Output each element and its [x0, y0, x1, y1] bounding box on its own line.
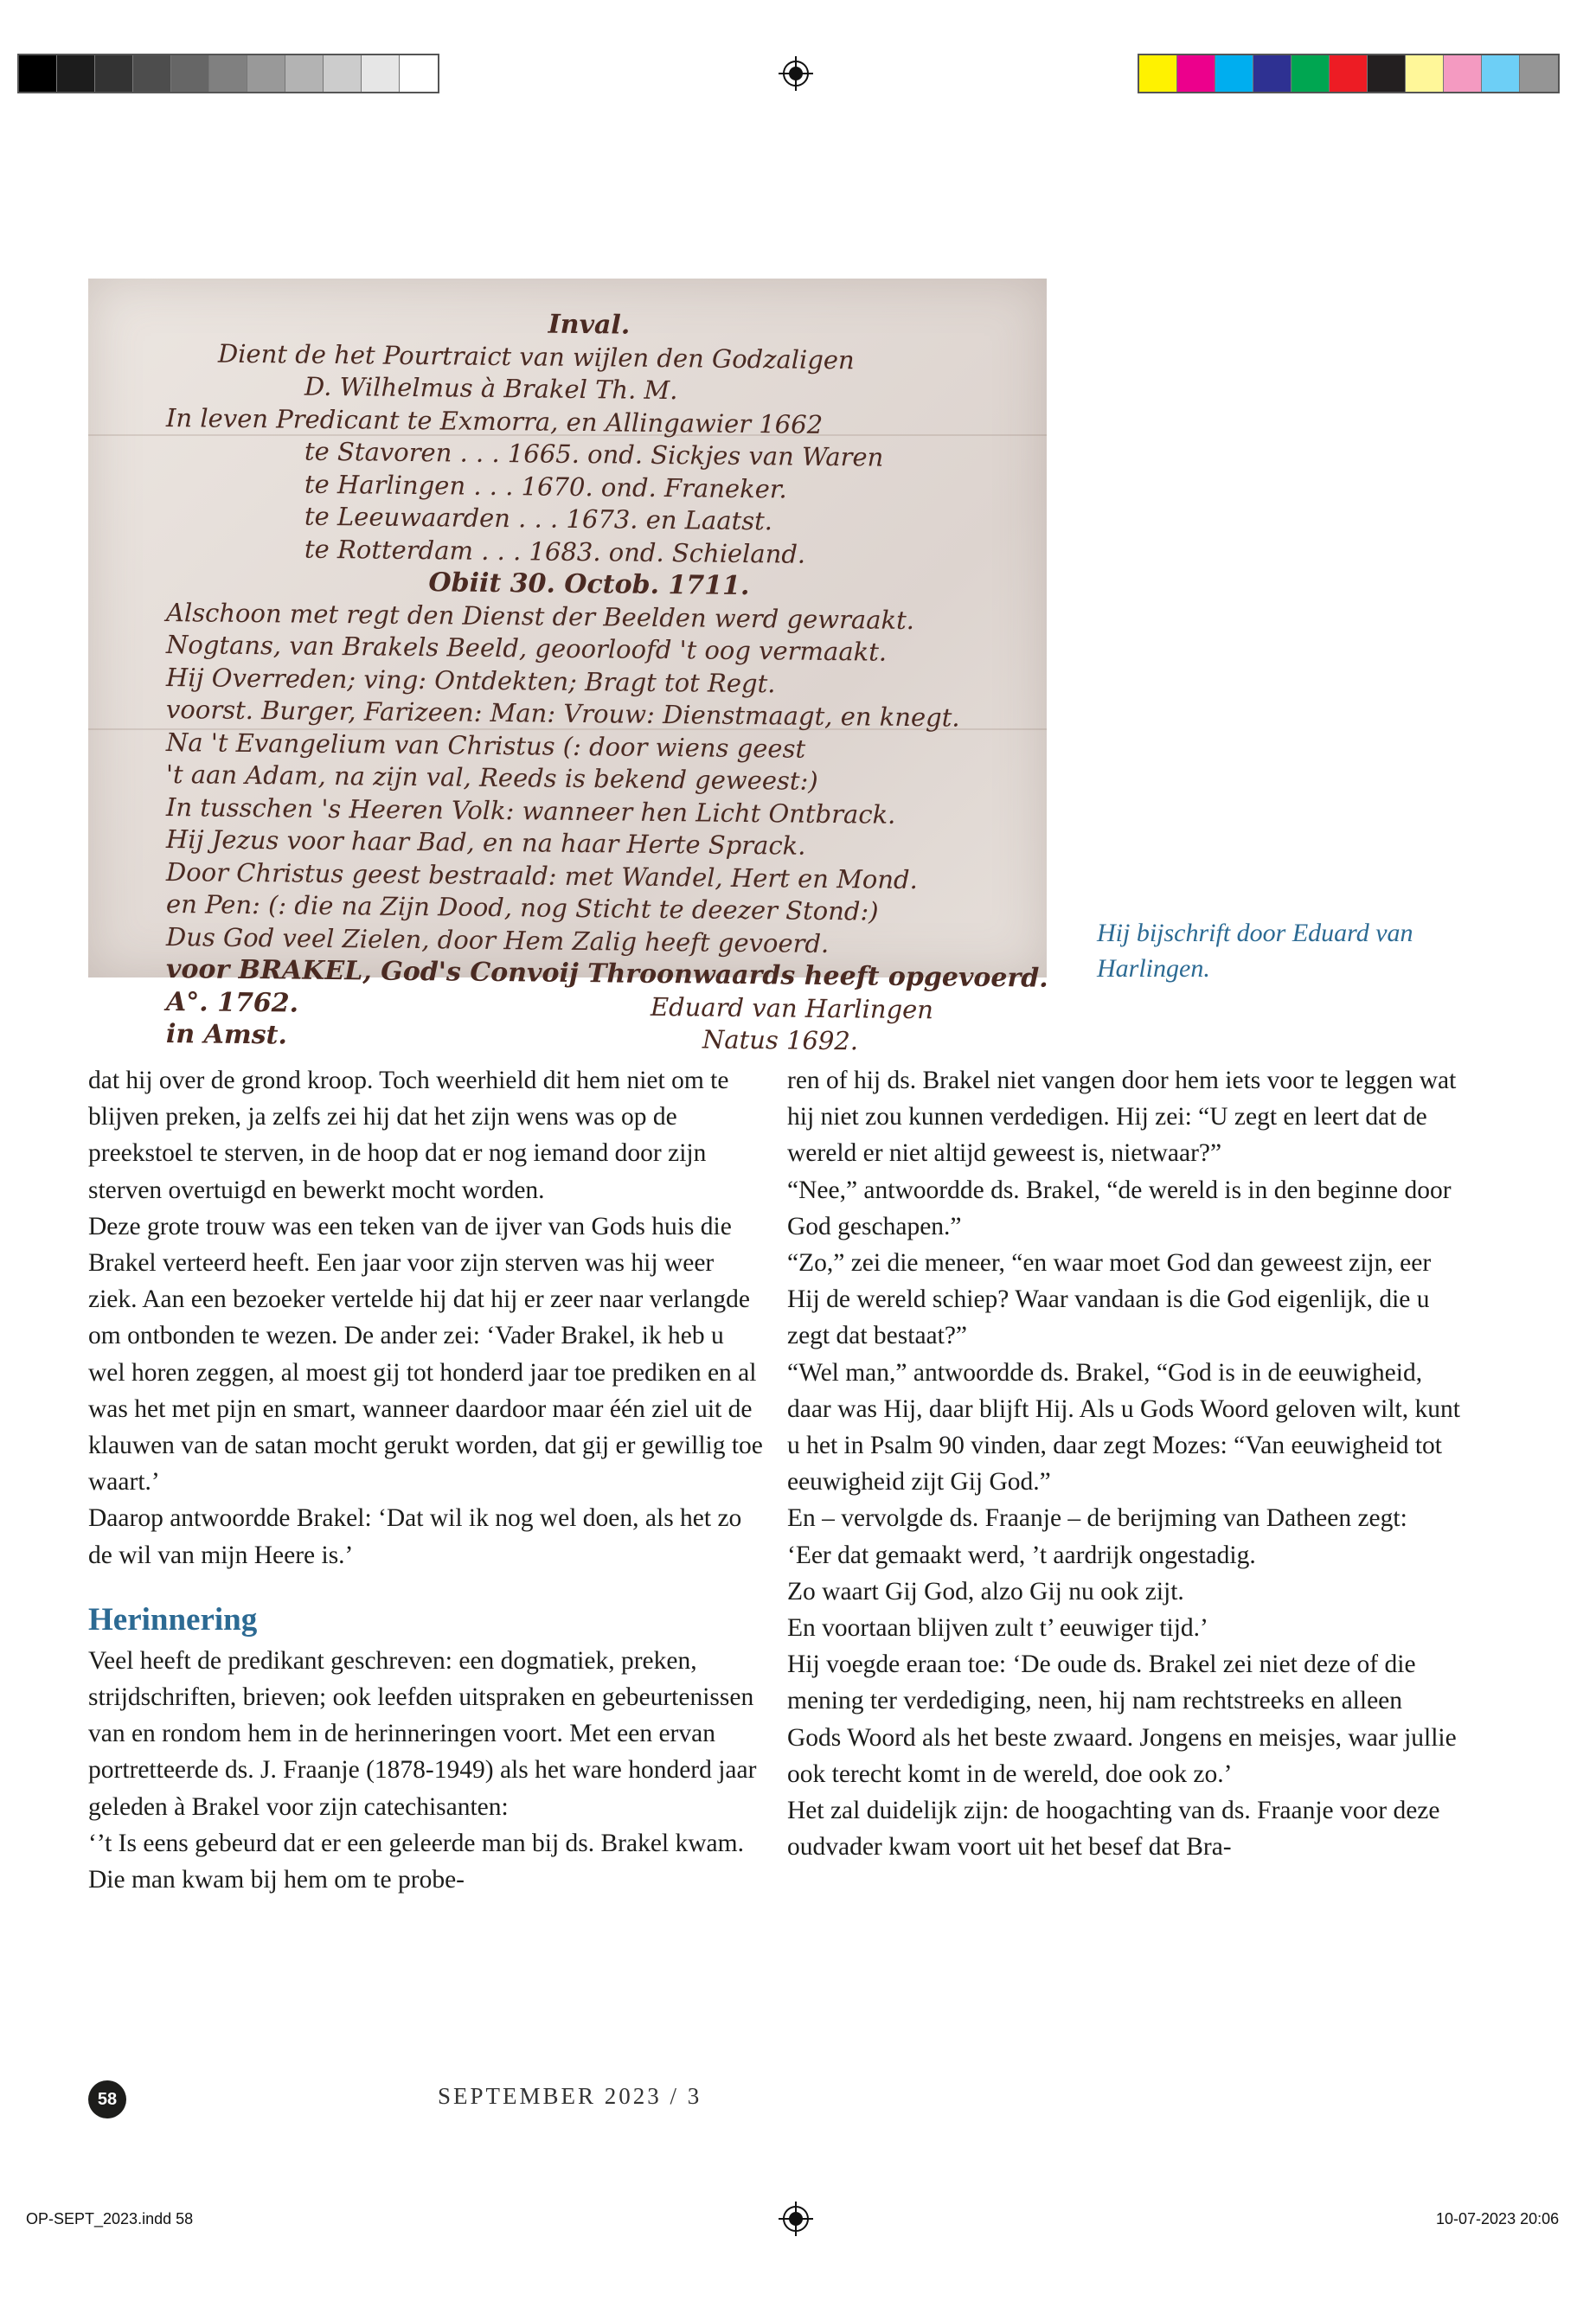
image-caption: Hij bijschrift door Eduard van Harlingen.	[1097, 919, 1413, 983]
grayscale-swatch	[57, 55, 95, 92]
manuscript-line: te Rotterdam . . . 1683. ond. Schieland.	[304, 534, 806, 569]
registration-mark-icon	[779, 2202, 813, 2236]
manuscript-line: 't aan Adam, na zijn val, Reeds is bekend geweest:)	[165, 760, 818, 796]
manuscript-photo	[88, 279, 1048, 1056]
process-color-swatch	[1520, 55, 1558, 92]
paragraph: Deze grote trouw was een teken van de ijver van Gods huis die Brakel verteerd heeft. Een jaar voor zijn sterven was hij weer ziek. Aan een bezoeker vertelde hij dat hij er zeer naar verlangde om ontbonden te wezen. De ander zei: ‘Vader Brakel, ik heb u wel horen zeggen, al moest gij tot honderd jaar toe prediken en al was het met pijn en smart, wanneer daardoor maar één ziel uit de klauwen van de satan mocht gerukt worden, dat gij er gewillig toe waart.’	[88, 1212, 763, 1497]
manuscript-line: Dient de het Pourtraict van wijlen den Godzaligen	[217, 338, 855, 375]
process-color-swatch	[1444, 55, 1482, 92]
manuscript-line: Door Christus geest bestraald: met Wandel, Hert en Mond.	[165, 856, 918, 894]
manuscript-line: in Amst.	[165, 1019, 288, 1051]
paragraph: “Zo,” zei die meneer, “en waar moet God dan geweest zijn, eer Hij de wereld schiep? Waar vandaan is die God eigenlijk, die u zegt dat bestaat?”	[787, 1249, 1432, 1350]
process-color-swatch	[1177, 55, 1215, 92]
manuscript-line: In leven Predicant te Exmorra, en Allingawier 1662	[165, 402, 824, 439]
grayscale-swatch	[362, 55, 400, 92]
manuscript-line: en Pen: (: die na Zijn Dood, nog Sticht te deezer Stond:)	[165, 889, 879, 926]
manuscript-line: te Leeuwaarden . . . 1673. en Laatst.	[304, 501, 773, 536]
registration-mark-icon	[779, 56, 813, 91]
grayscale-swatch	[324, 55, 362, 92]
grayscale-swatch	[285, 55, 324, 92]
paragraph: “Nee,” antwoordde ds. Brakel, “de wereld is in den beginne door God geschapen.”	[787, 1176, 1452, 1240]
manuscript-signature: Eduard van Harlingen	[650, 991, 934, 1024]
grayscale-swatch	[95, 55, 133, 92]
paragraph: Veel heeft de predikant geschreven: een dogmatiek, preken, strijdschriften, brieven; ook leefden uitspraken en gebeurtenissen van en rondom hem in de herinneringen voort. Met een ervan portretteerde ds. J. Fraanje (1878-1949) als het ware honderd jaar geleden à Brakel voor zijn catechisanten:	[88, 1646, 757, 1821]
process-color-swatch	[1253, 55, 1292, 92]
grayscale-color-bar	[17, 54, 439, 93]
article-column-left	[88, 1062, 763, 1898]
manuscript-line: Hij Overreden; ving: Ontdekten; Bragt tot Regt.	[165, 662, 776, 698]
paragraph: ren of hij ds. Brakel niet vangen door hem iets voor te leggen wat hij niet zou kunnen verdedigen. Hij zei: “U zegt en leert dat de wereld er niet altijd geweest is, nietwaar?”	[787, 1067, 1457, 1168]
article-column-right	[787, 1062, 1462, 1865]
print-slug-filename: OP-SEPT_2023.indd 58	[26, 2210, 194, 2227]
manuscript-line: Obiit 30. Octob. 1711.	[428, 567, 750, 602]
paragraph: dat hij over de grond kroop. Toch weerhield dit hem niet om te blijven preken, ja zelfs zei hij dat het zijn wens was op de preekstoel te sterven, in de hoop dat er nog iemand door zijn sterven overtuigd en bewerkt mocht worden.	[88, 1067, 729, 1204]
manuscript-line: Nogtans, van Brakels Beeld, geoorloofd 't oog vermaakt.	[165, 630, 888, 667]
section-heading: Herinnering	[88, 1601, 258, 1638]
manuscript-text	[165, 304, 1048, 1056]
process-color-swatch	[1368, 55, 1406, 92]
manuscript-line: Alschoon met regt den Dienst der Beelden werd gewraakt.	[165, 597, 915, 635]
manuscript-line: Inval.	[548, 309, 631, 341]
grayscale-swatch	[171, 55, 209, 92]
grayscale-swatch	[19, 55, 57, 92]
manuscript-line: In tusschen 's Heeren Volk: wanneer hen Licht Ontbrack.	[165, 792, 896, 830]
verse-line: En voortaan blijven zult t’ eeuwiger tijd.’	[787, 1614, 1208, 1643]
manuscript-line: D. Wilhelmus à Brakel Th. M.	[304, 371, 678, 406]
manuscript-line: Na 't Evangelium van Christus (: door wiens geest	[165, 727, 806, 764]
paragraph: ‘’t Is eens gebeurd dat er een geleerde man bij ds. Brakel kwam. Die man kwam bij hem om te probe-	[88, 1829, 744, 1894]
paragraph: Daarop antwoordde Brakel: ‘Dat wil ik nog wel doen, als het zo de wil van mijn Heere is.’	[88, 1504, 742, 1569]
manuscript-line: voorst. Burger, Farizeen: Man: Vrouw: Dienstmaagt, en knegt.	[165, 695, 960, 733]
grayscale-swatch	[133, 55, 171, 92]
process-color-swatch	[1292, 55, 1330, 92]
page-number-badge: 58	[88, 2080, 126, 2118]
manuscript-line: te Stavoren . . . 1665. ond. Sickjes van Waren	[304, 436, 884, 472]
paragraph: Hij voegde eraan toe: ‘De oude ds. Brakel zei niet deze of die mening ter verdediging, neen, hij nam rechtstreeks en alleen Gods Woord als het beste zwaard. Jongens en meisjes, waar jullie ook terecht komt in de wereld, doe ook zo.’	[787, 1650, 1457, 1788]
grayscale-swatch	[247, 55, 285, 92]
process-color-swatch	[1482, 55, 1520, 92]
verse-line: Zo waart Gij God, alzo Gij nu ook zijt.	[787, 1577, 1184, 1606]
manuscript-line: voor BRAKEL, God's Convoij Throonwaards heeft opgevoerd.	[165, 954, 1048, 994]
manuscript-line: te Harlingen . . . 1670. ond. Franeker.	[304, 469, 787, 504]
process-color-swatch	[1406, 55, 1444, 92]
manuscript-line: Hij Jezus voor haar Bad, en na haar Herte Sprack.	[165, 824, 806, 861]
grayscale-swatch	[400, 55, 438, 92]
manuscript-line: Dus God veel Zielen, door Hem Zalig heeft gevoerd.	[165, 921, 830, 958]
paragraph: En – vervolgde ds. Fraanje – de berijming van Datheen zegt:	[787, 1504, 1407, 1533]
verse-line: ‘Eer dat gemaakt werd, ’t aardrijk ongestadig.	[787, 1541, 1256, 1569]
process-color-bar	[1138, 54, 1560, 93]
paragraph: Het zal duidelijk zijn: de hoogachting van ds. Fraanje voor deze oudvader kwam voort uit het besef dat Bra-	[787, 1797, 1440, 1862]
print-slug-timestamp: 10-07-2023 20:06	[1436, 2210, 1560, 2227]
grayscale-swatch	[209, 55, 247, 92]
manuscript-line: Natus 1692.	[702, 1024, 859, 1056]
process-color-swatch	[1330, 55, 1368, 92]
issue-label: SEPTEMBER 2023 / 3	[438, 2083, 702, 2109]
process-color-swatch	[1215, 55, 1253, 92]
manuscript-line: A°. 1762.	[165, 986, 299, 1019]
paragraph: “Wel man,” antwoordde ds. Brakel, “God is in de eeuwigheid, daar was Hij, daar blijft Hij. Als u Gods Woord geloven wilt, kunt u het in Psalm 90 vinden, daar zegt Mozes: “Van eeuwigheid tot eeuwigheid zijt Gij God.”	[787, 1358, 1460, 1497]
process-color-swatch	[1139, 55, 1177, 92]
